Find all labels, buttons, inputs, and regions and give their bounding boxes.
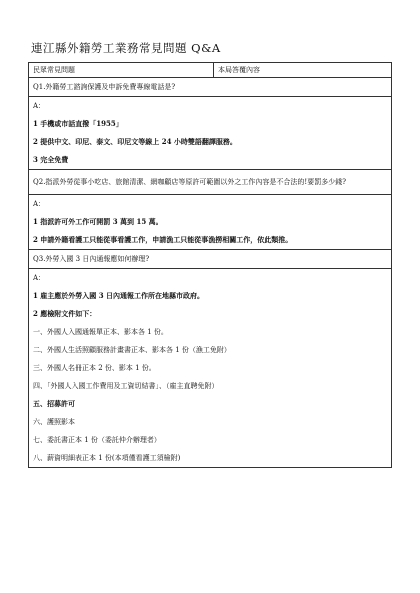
- document-item: 四、「外國人入國工作費用及工資切結書」、（雇主直聘免附）: [33, 381, 219, 390]
- question-cell: [29, 250, 392, 269]
- answer-cell: [29, 269, 392, 468]
- question-text: Q3.外勞入國 3 日內通報應如何辦理?: [33, 254, 150, 263]
- qa-table: [28, 62, 392, 468]
- document-item: 三、外國人名冊正本 2 份、影本 1 份。: [33, 363, 156, 372]
- question-row-2: [29, 170, 392, 195]
- question-row-1: [29, 78, 392, 97]
- answer-line: 1 雇主應於外勞入國 3 日內通報工作所在地縣市政府。: [33, 290, 205, 300]
- answer-line: 2 應檢附文件如下：: [33, 308, 97, 318]
- document-item: 六、護照影本: [33, 417, 75, 426]
- question-cell: [29, 78, 392, 97]
- answer-cell: [29, 97, 392, 170]
- question-row-3: [29, 250, 392, 269]
- answer-prefix: A：: [33, 273, 46, 282]
- question-text: Q2.指派外勞從事小吃店、旅館清潔、網咖顧店等原許可範圍以外之工作內容是不合法的!要罰多少錢?: [33, 177, 346, 186]
- header-answer-column: 本局答覆內容: [214, 63, 392, 78]
- table-header-row: [29, 63, 392, 78]
- header-question-column: 民眾常見問題: [29, 63, 214, 78]
- document-item: 八、薪資明細表正本 1 份(本項僅看護工須檢附): [33, 453, 181, 462]
- document-item: 五、招募許可: [33, 398, 75, 408]
- answer-line: 1 指派許可外工作可開罰 3 萬到 15 萬。: [33, 216, 163, 226]
- answer-line: 1 手機或市話直撥「1955」: [33, 118, 123, 128]
- page-title: 連江縣外籍勞工業務常見問題 Q&A: [31, 41, 221, 55]
- answer-row-2: [29, 195, 392, 250]
- answer-line: 2 提供中文、印尼、泰文、印尼文等線上 24 小時雙語翻譯服務。: [33, 136, 237, 146]
- document-item: 一、外國人入國通報單正本、影本各 1 份。: [33, 327, 168, 336]
- answer-line: 2 申請外籍看護工只能從事看護工作，申請漁工只能從事漁撈相關工作，依此類推。: [33, 234, 293, 244]
- document-item: 二、外國人生活照顧服務計畫書正本、影本各 1 份（漁工免附）: [33, 345, 231, 354]
- answer-prefix: A：: [33, 101, 46, 110]
- question-text: Q1.外籍勞工諮詢保護及申訴免費專線電話是?: [33, 82, 176, 91]
- answer-row-1: [29, 97, 392, 170]
- question-cell: [29, 170, 392, 195]
- answer-line: 3 完全免費: [33, 154, 69, 164]
- answer-row-3: [29, 269, 392, 468]
- answer-prefix: A：: [33, 199, 46, 208]
- document-item: 七、委託書正本 1 份（委託仲介辦理者）: [33, 435, 161, 444]
- answer-cell: [29, 195, 392, 250]
